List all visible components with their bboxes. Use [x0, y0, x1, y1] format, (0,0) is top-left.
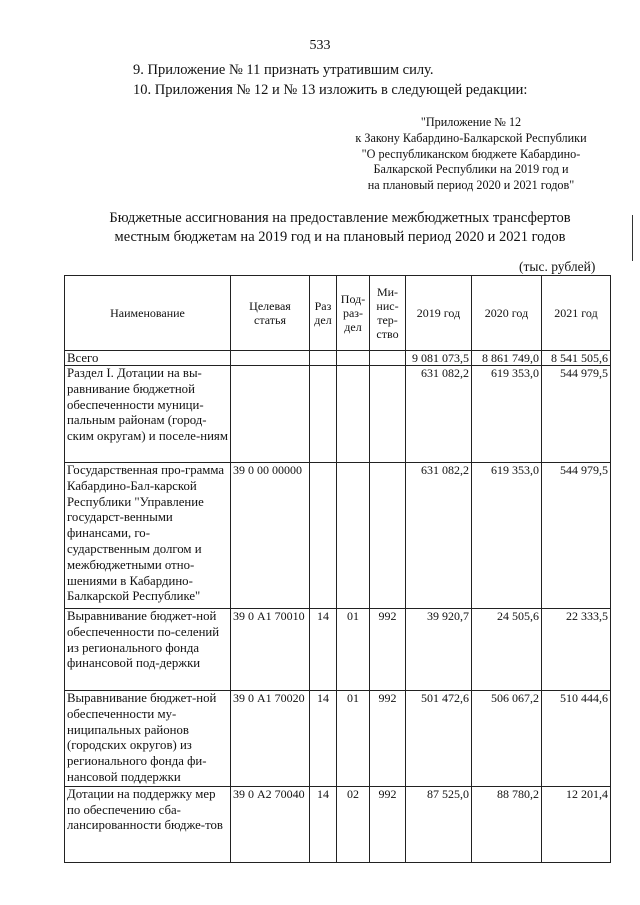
row-section: 14: [310, 609, 337, 691]
row-target: [231, 351, 310, 366]
page-number: 533: [309, 38, 331, 53]
unit-label: (тыс. рублей): [519, 259, 596, 274]
row-ministry: [370, 366, 406, 463]
table-row: [65, 366, 611, 463]
paragraph-item-9: 9. Приложение № 11 признать утратившим силу.: [133, 62, 434, 78]
row-section: [310, 351, 337, 366]
document-title-line: местным бюджетам на 2019 год и на плановый период 2020 и 2021 годов: [114, 228, 566, 245]
row-section: 14: [310, 786, 337, 862]
column-header-target: Целевая статья: [231, 276, 310, 351]
appendix-header-line: "Приложение № 12: [420, 115, 522, 129]
row-ministry: [370, 351, 406, 366]
column-header-2019: 2019 год: [406, 276, 472, 351]
row-subsection: [337, 351, 370, 366]
row-target: 39 0 А2 70040: [231, 786, 310, 862]
row-ministry: 992: [370, 609, 406, 691]
row-ministry: [370, 463, 406, 609]
allocations-table: [64, 275, 611, 863]
column-header-2021: 2021 год: [542, 276, 611, 351]
row-subsection: [337, 463, 370, 609]
row-2021: 22 333,5: [542, 609, 611, 691]
row-target: 39 0 00 00000: [231, 463, 310, 609]
column-header-name: Наименование: [65, 276, 231, 351]
paragraph-item-10: 10. Приложения № 12 и № 13 изложить в следующей редакции:: [133, 82, 528, 98]
appendix-header-line: к Закону Кабардино-Балкарской Республики: [355, 130, 587, 145]
table-row: [65, 786, 611, 862]
document-title-line: Бюджетные ассигнования на предоставление межбюджетных трансфертов: [109, 210, 571, 226]
row-2019: 39 920,7: [406, 609, 472, 691]
row-2020: 8 861 749,0: [472, 351, 542, 366]
row-2020: 88 780,2: [472, 786, 542, 862]
row-name: Раздел I. Дотации на вы-равнивание бюджетной обеспеченности муници-пальным районам (город-ским округам) и поселе-ниям: [65, 366, 231, 463]
row-name: Дотации на поддержку мер по обеспечению сба-лансированности бюдже-тов: [65, 786, 231, 862]
row-name: Выравнивание бюджет-ной обеспеченности по-селений из регионального фонда финансовой под-держки: [65, 609, 231, 691]
row-2020: 24 505,6: [472, 609, 542, 691]
row-subsection: 01: [337, 609, 370, 691]
row-2019: 631 082,2: [406, 366, 472, 463]
column-header-2020: 2020 год: [472, 276, 542, 351]
row-ministry: 992: [370, 691, 406, 787]
row-2021: 544 979,5: [542, 366, 611, 463]
row-section: 14: [310, 691, 337, 787]
row-subsection: [337, 366, 370, 463]
row-subsection: 02: [337, 786, 370, 862]
row-name: Государственная про-грамма Кабардино-Бал-карской Республики "Управление государст-венными финансами, го-сударственным долгом и межбюджетными отно-шениями в Кабардино-Балкарской Республике": [65, 463, 231, 609]
appendix-header-line: Балкарской Республики на 2019 год и: [373, 162, 569, 177]
row-section: [310, 463, 337, 609]
appendix-header-line: на плановый период 2020 и 2021 годов": [367, 178, 575, 193]
row-2021: 8 541 505,6: [542, 351, 611, 366]
appendix-header: [340, 115, 602, 194]
row-2020: 506 067,2: [472, 691, 542, 787]
table-row: [65, 463, 611, 609]
table-row: [65, 691, 611, 787]
row-target: 39 0 А1 70010: [231, 609, 310, 691]
row-name: Всего: [65, 351, 231, 366]
row-2021: 510 444,6: [542, 691, 611, 787]
column-header-subsection: Под-раз-дел: [337, 276, 370, 351]
appendix-header-line: "О республиканском бюджете Кабардино-: [361, 146, 581, 161]
row-2020: 619 353,0: [472, 366, 542, 463]
column-header-section: Раз дел: [310, 276, 337, 351]
row-2019: 631 082,2: [406, 463, 472, 609]
row-section: [310, 366, 337, 463]
row-target: [231, 366, 310, 463]
margin-mark: [632, 215, 633, 261]
row-subsection: 01: [337, 691, 370, 787]
row-target: 39 0 А1 70020: [231, 691, 310, 787]
row-2021: 12 201,4: [542, 786, 611, 862]
column-header-ministry: Ми-нис-тер-ство: [370, 276, 406, 351]
row-name: Выравнивание бюджет-ной обеспеченности му-ниципальных районов (городских округов) из регионального фонда фи-нансовой поддержки: [65, 691, 231, 787]
row-2019: 501 472,6: [406, 691, 472, 787]
row-2020: 619 353,0: [472, 463, 542, 609]
table-row: [65, 609, 611, 691]
row-2019: 9 081 073,5: [406, 351, 472, 366]
table-header-row: [65, 276, 611, 351]
row-2019: 87 525,0: [406, 786, 472, 862]
row-ministry: 992: [370, 786, 406, 862]
row-2021: 544 979,5: [542, 463, 611, 609]
table-row: [65, 351, 611, 366]
document-title: [75, 209, 605, 246]
